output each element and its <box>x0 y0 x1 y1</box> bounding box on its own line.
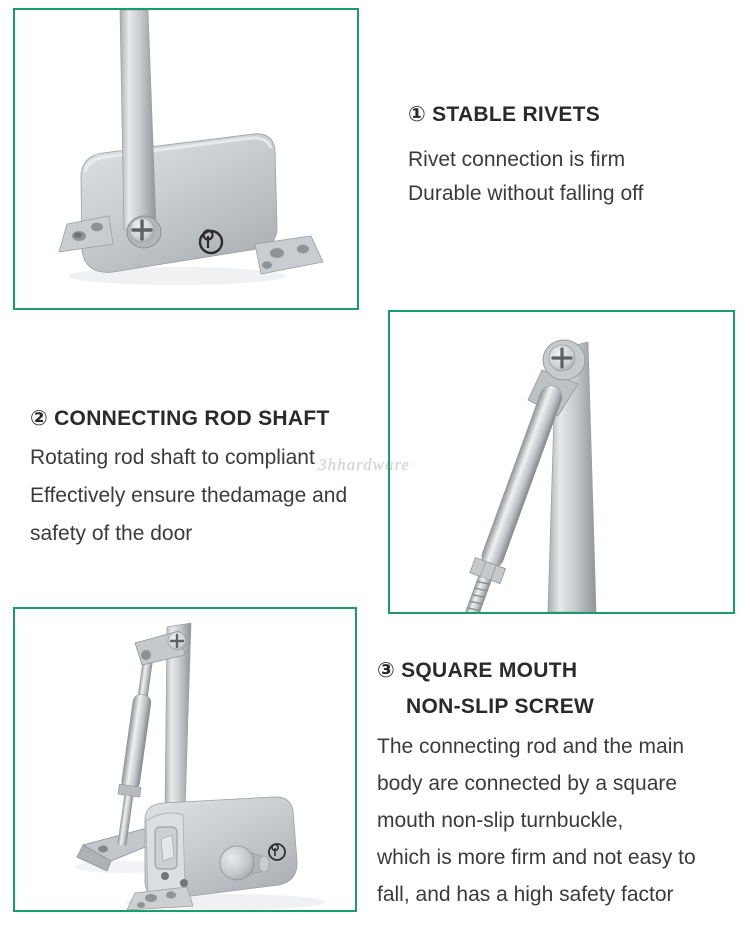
closer-body <box>81 134 277 273</box>
description-line: safety of the door <box>30 522 193 545</box>
feature-1-title-label: STABLE RIVETS <box>432 103 601 126</box>
feature-photo-square-mouth <box>13 607 357 912</box>
threaded-stud <box>452 576 492 612</box>
description-line: The connecting rod and the main <box>377 735 685 758</box>
feature-3-title <box>377 653 696 689</box>
description-line: body are connected by a square <box>377 772 678 795</box>
feature-1-text <box>408 101 643 211</box>
complete-closer-photo <box>15 609 355 910</box>
description-line: Durable without falling off <box>408 182 644 205</box>
description-line: Rotating rod shaft to compliant <box>30 446 315 469</box>
feature-1-title <box>408 101 643 128</box>
description-line: which is more firm and not easy to <box>377 846 696 869</box>
feature-2-description <box>30 439 347 553</box>
feature-3-title-label: SQUARE MOUTH <box>401 659 578 682</box>
circled-number-2: ② <box>30 407 49 430</box>
circled-number-1: ① <box>408 103 427 126</box>
feature-3-text <box>377 653 696 913</box>
watermark-text: 3hhardware <box>318 455 410 474</box>
description-line: mouth non-slip turnbuckle, <box>377 809 624 832</box>
description-line: fall, and has a high safety factor <box>377 883 674 906</box>
feature-photo-stable-rivets <box>13 8 359 310</box>
feature-3-title-line2: NON-SLIP SCREW <box>406 695 595 718</box>
feature-3-description <box>377 728 696 913</box>
feature-2-title <box>30 405 347 432</box>
feature-2-title-label: CONNECTING ROD SHAFT <box>54 407 330 430</box>
closer-arm <box>120 10 156 230</box>
feature-2-text <box>30 405 347 553</box>
description-line: Rivet connection is firm <box>408 148 626 171</box>
description-line: Effectively ensure thedamage and <box>30 484 348 507</box>
rivet-screw <box>127 216 161 248</box>
rod-shaft-photo <box>390 312 733 612</box>
door-closer-body-photo <box>15 10 357 308</box>
feature-photo-rod-shaft <box>388 310 735 614</box>
feature-1-description <box>408 143 643 211</box>
base-plate <box>127 887 193 910</box>
circled-number-3: ③ <box>377 659 396 682</box>
